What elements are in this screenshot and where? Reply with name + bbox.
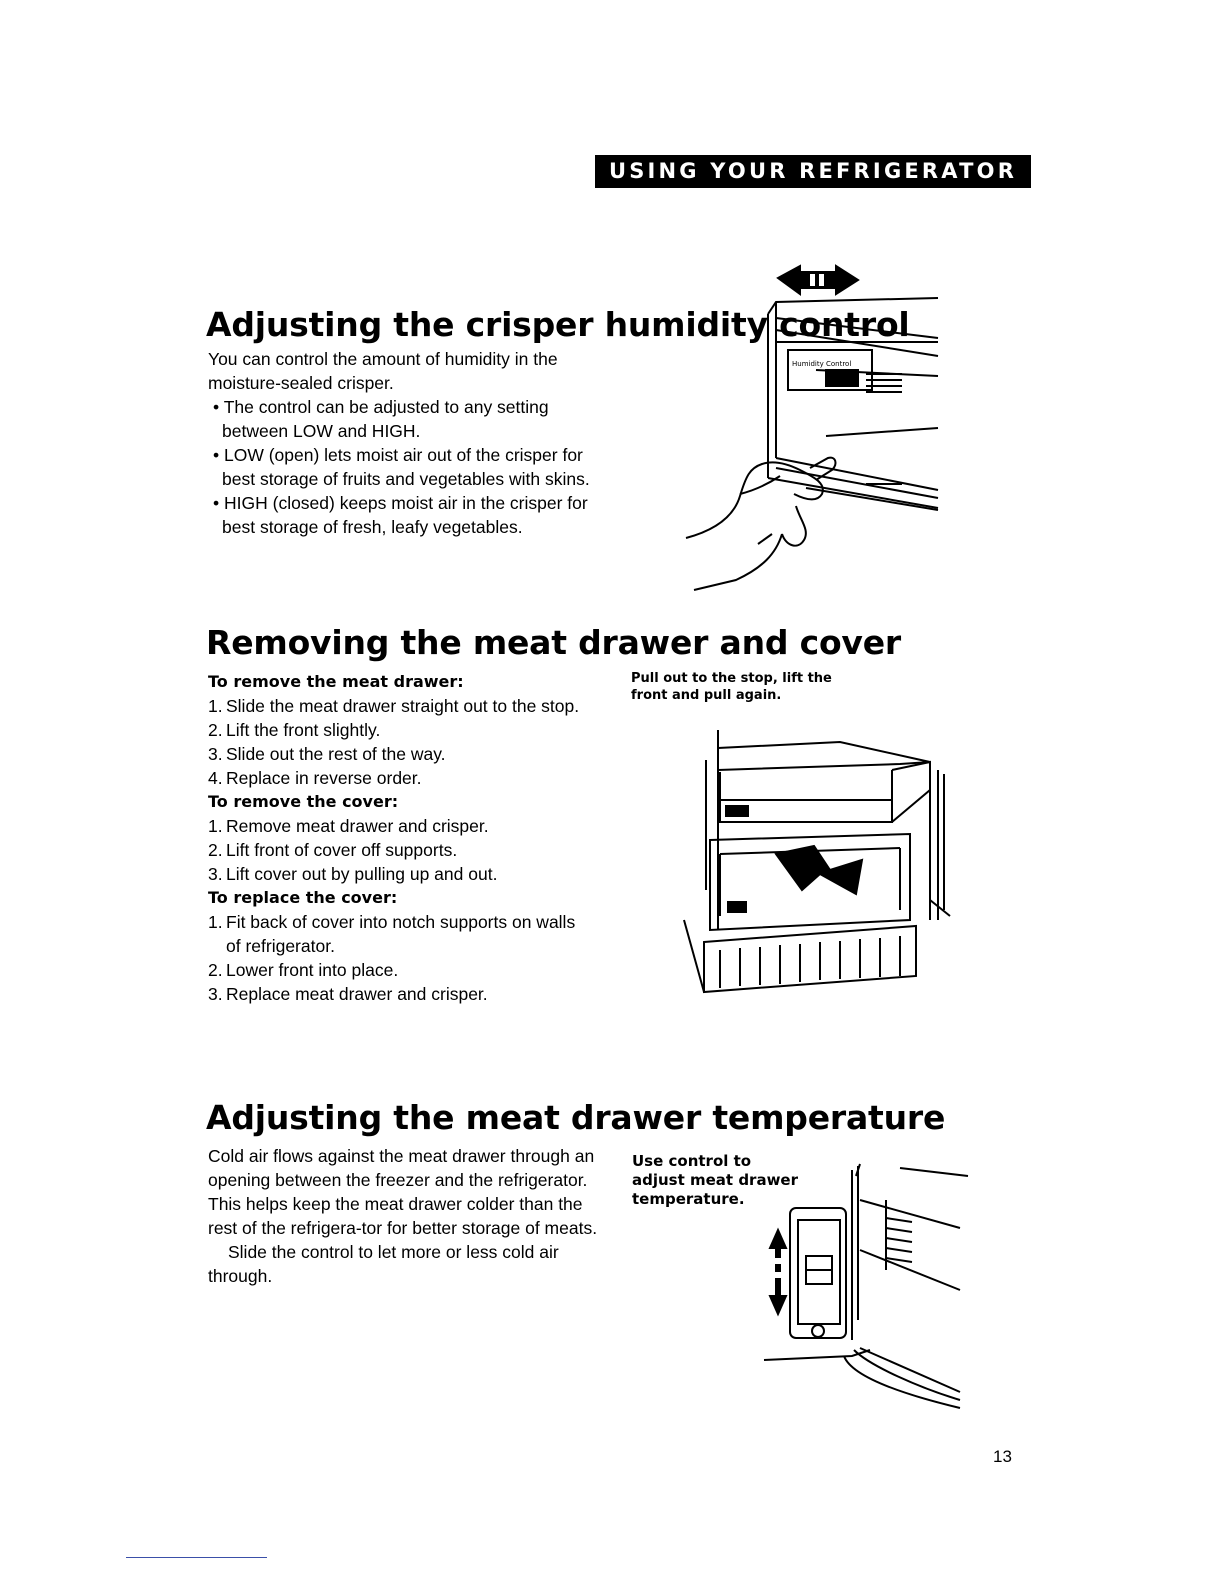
meat-temp-paragraph-1: Cold air flows against the meat drawer through an opening between the freezer and the refrigerator. This helps keep the meat drawer colder than the rest of the refrigera-tor for better storage of meats.	[208, 1146, 598, 1238]
step: 3. Lift cover out by pulling up and out.	[208, 864, 498, 884]
meat-drawer-caption: Pull out to the stop, lift the front and pull again.	[631, 671, 832, 703]
crisper-body	[208, 347, 598, 539]
meat-temp-body	[208, 1144, 598, 1288]
remove-drawer-heading: To remove the meat drawer:	[208, 672, 464, 691]
crisper-humidity-illustration	[676, 258, 946, 598]
step: 2. Lift front of cover off supports.	[208, 840, 458, 860]
meat-temp-paragraph-2: Slide the control to let more or less cold air through.	[208, 1242, 559, 1286]
replace-cover-heading: To replace the cover:	[208, 888, 398, 907]
meat-drawer-illustration	[680, 730, 955, 995]
remove-cover-steps	[208, 814, 588, 886]
step: 3. Replace meat drawer and crisper.	[208, 984, 488, 1004]
step: 4. Replace in reverse order.	[208, 768, 422, 788]
step: 1. Fit back of cover into notch supports on walls of refrigerator.	[208, 912, 576, 956]
humidity-control-label: Humidity Control	[792, 360, 852, 368]
crisper-section-title: Adjusting the crisper humidity control	[206, 305, 910, 344]
step: 1. Slide the meat drawer straight out to the stop.	[208, 696, 580, 716]
meat-temp-caption: Use control to adjust meat drawer temperature.	[632, 1152, 799, 1208]
remove-drawer-steps	[208, 694, 588, 790]
remove-cover-heading: To remove the cover:	[208, 792, 399, 811]
meat-temp-section-title: Adjusting the meat drawer temperature	[206, 1098, 946, 1137]
replace-cover-steps	[208, 910, 588, 1006]
meat-drawer-section-title: Removing the meat drawer and cover	[206, 623, 901, 662]
step: 3. Slide out the rest of the way.	[208, 744, 446, 764]
section-header-bar: USING YOUR REFRIGERATOR	[595, 155, 1031, 188]
meat-drawer-body	[208, 670, 588, 1006]
step: 2. Lower front into place.	[208, 960, 399, 980]
footnote-rule	[126, 1557, 267, 1558]
meat-temp-control-illustration	[760, 1160, 970, 1410]
step: 1. Remove meat drawer and crisper.	[208, 816, 489, 836]
page-number: 13	[993, 1447, 1012, 1466]
step: 2. Lift the front slightly.	[208, 720, 381, 740]
crisper-bullet: • LOW (open) lets moist air out of the crisper for best storage of fruits and vegetables with skins.	[208, 443, 598, 491]
crisper-intro: You can control the amount of humidity in the moisture-sealed crisper.	[208, 349, 558, 393]
crisper-bullet: • The control can be adjusted to any setting between LOW and HIGH.	[208, 395, 598, 443]
crisper-bullets	[208, 395, 598, 539]
crisper-bullet: • HIGH (closed) keeps moist air in the crisper for best storage of fresh, leafy vegetables.	[208, 491, 598, 539]
